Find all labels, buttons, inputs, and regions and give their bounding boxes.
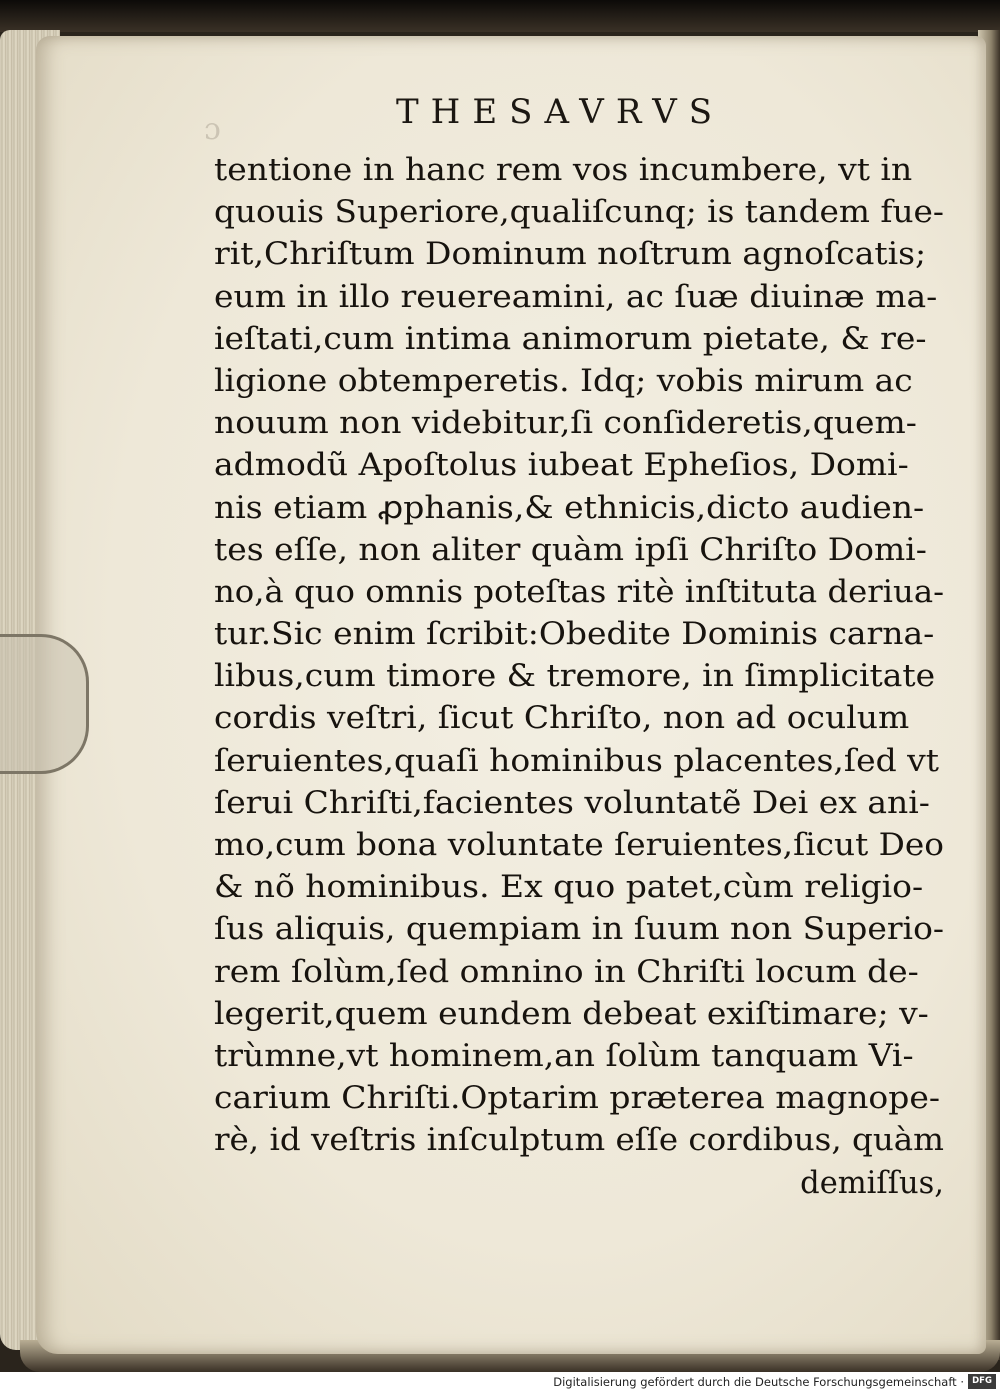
text-line: rè, id veſtris inſculptum eſſe cordibus, quàm [214,1123,944,1159]
text-line: tur.Sic enim ſcribit:Obedite Dominis carna- [214,617,935,653]
text-line: no,à quo omnis poteſtas ritè inſtituta deriua- [214,574,944,610]
text-line: eum in illo reuereamini, ac ſuæ diuinæ ma- [214,279,938,315]
footer-bar [0,1372,1000,1392]
bleed-through-mark: ɔ [204,112,221,147]
text-line: trùmne,vt hominem,an ſolùm tanquam Vi- [214,1038,914,1074]
running-header: THESAVRVS [396,92,725,132]
text-line: ſeruientes,quaſi hominibus placentes,ſed vt [214,743,940,779]
top-shadow [0,0,1000,32]
text-line: ſus aliquis, quempiam in ſuum non Superio- [214,912,944,948]
text-line: ieſtati,cum intima animorum pietate, & re- [214,321,927,357]
text-line: rit,Chriſtum Dominum noſtrum agnoſcatis; [214,237,927,273]
page-clip [0,634,89,774]
funding-notice: Digitalisierung gefördert durch die Deutsche Forschungsgemeinschaft · [553,1375,964,1389]
text-line: nouum non videbitur,ſi conſideretis,quem- [214,406,917,442]
text-line: cordis veſtri, ſicut Chriſto, non ad oculum [214,701,910,737]
text-line: tentione in hanc rem vos incumbere, vt in [214,153,913,188]
catchword: demiſſus, [800,1165,944,1201]
text-line: quouis Superiore,qualiſcunq; is tandem fue- [214,195,944,231]
text-line: mo,cum bona voluntate ſeruientes,ſicut Deo [214,828,944,863]
body-text [214,150,944,1205]
text-line: rem ſolùm,ſed omnino in Chriſti locum de- [214,954,919,990]
text-line: legerit,quem eundem debeat exiſtimare; v- [214,996,929,1032]
text-line: admodũ Apoſtolus iubeat Epheſios, Domi- [214,448,909,484]
dfg-logo: DFG [968,1374,996,1389]
text-line: libus,cum timore & tremore, in ſimplicitate [214,659,936,695]
text-line: ſerui Chriſti,facientes voluntatẽ Dei ex ani- [214,785,930,821]
text-line: ligione obtemperetis. Idq; vobis mirum ac [214,363,913,399]
text-line: carium Chriſti.Optarim præterea magnope- [214,1081,940,1117]
text-line: nis etiam ꝓphanis,& ethnicis,dicto audien- [214,490,925,526]
text-line: & nõ hominibus. Ex quo patet,cùm religio- [214,870,924,906]
text-line: tes eſſe, non aliter quàm ipſi Chriſto Domi- [214,532,927,568]
